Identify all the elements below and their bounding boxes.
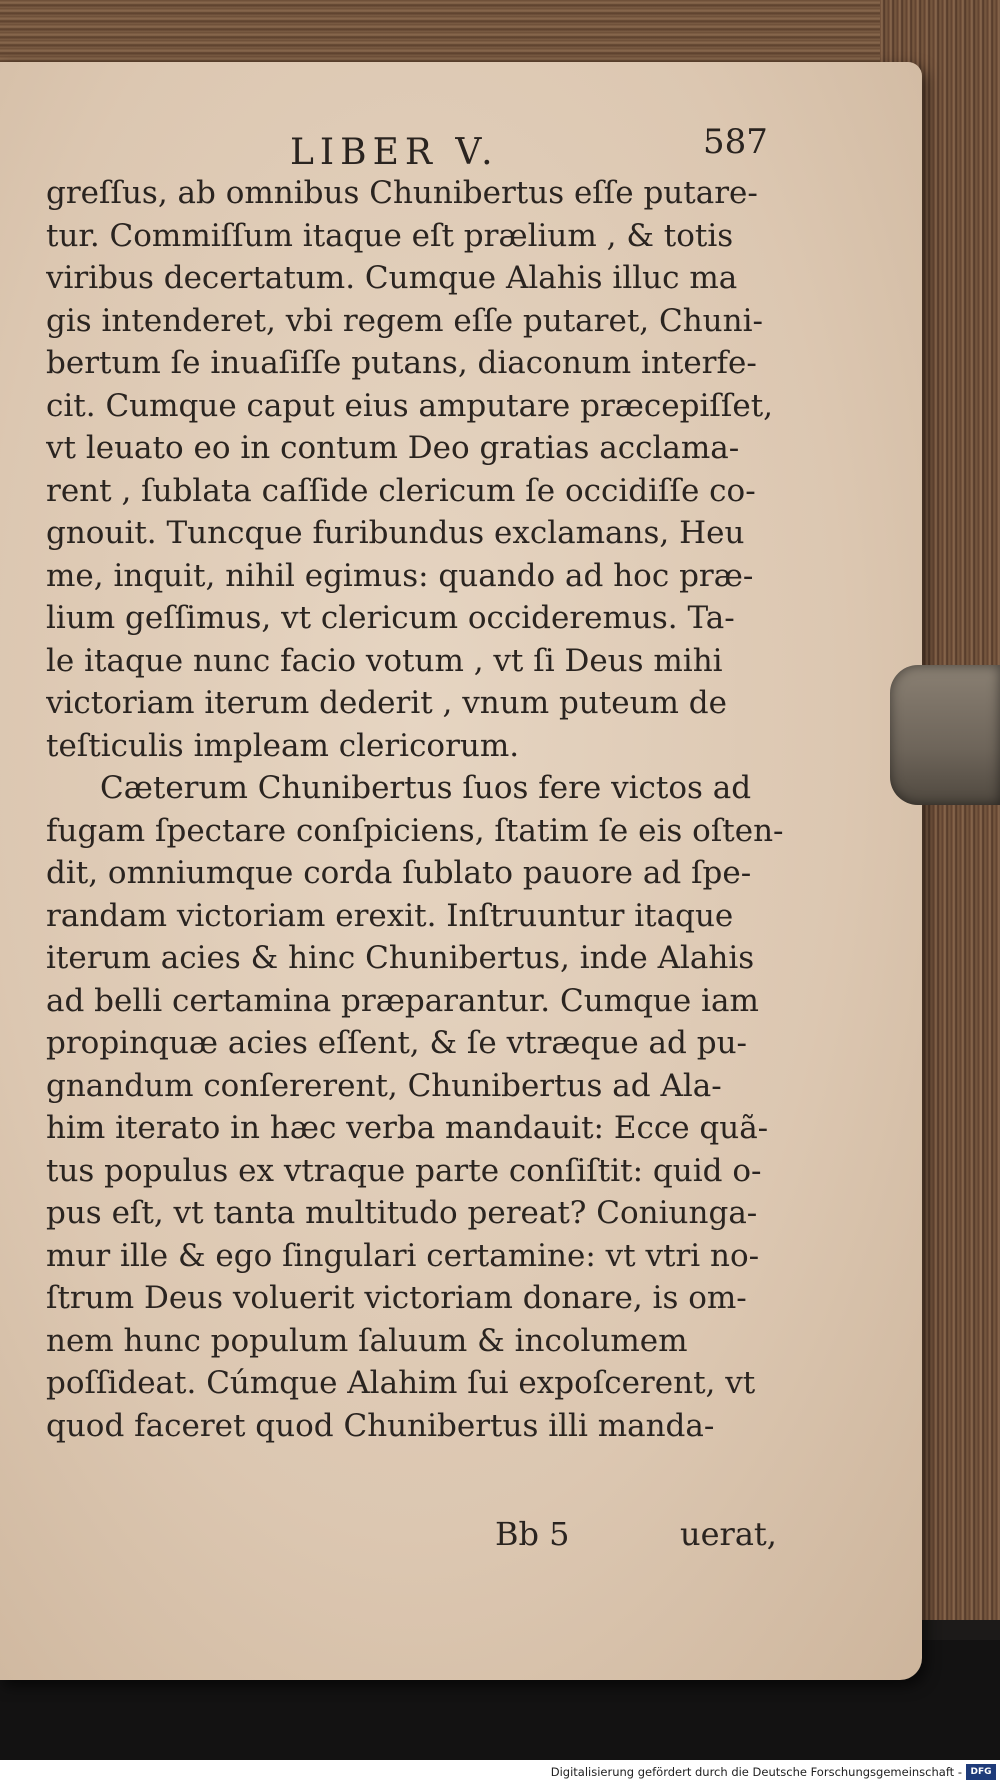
text-line: vt leuato eo in contum Deo gratias acclama- (46, 430, 740, 466)
text-line: victoriam iterum dederit , vnum puteum de (46, 685, 727, 721)
text-line: gnandum conſererent, Chunibertus ad Ala- (46, 1067, 722, 1104)
text-line: ad belli certamina præparantur. Cumque iam (46, 982, 759, 1019)
text-line: poſſideat. Cúmque Alahim ſui expoſcerent, vt (46, 1365, 756, 1401)
text-line: dit, omniumque corda ſublato pauore ad ſpe- (46, 855, 752, 891)
text-line: greſſus, ab omnibus Chunibertus eſſe putare- (46, 175, 758, 211)
text-line: le itaque nunc facio votum , vt ſi Deus mihi (46, 642, 723, 679)
text-line: rent , ſublata caſſide clericum ſe occidiſſe co- (46, 472, 756, 509)
text-line: bertum ſe inuaſiſſe putans, diaconum interfe- (46, 345, 757, 381)
text-line: tus populus ex vtraque parte conſiſtit: quid o- (46, 1152, 762, 1189)
text-line: randam victoriam erexit. Inſtruuntur itaque (46, 897, 734, 934)
catchword: uerat, (680, 1515, 777, 1553)
text-line: tur. Commiſſum itaque eſt prælium , & totis (46, 217, 734, 254)
text-line: fugam ſpectare conſpiciens, ſtatim ſe eis oſten- (46, 812, 784, 849)
text-line: him iterato in hæc verba mandauit: Ecce quã- (46, 1110, 769, 1146)
text-line: gis intenderet, vbi regem eſſe putaret, Chuni- (46, 302, 763, 339)
page-number: 587 (703, 122, 768, 162)
text-block (46, 172, 786, 1447)
text-line: gnouit. Tuncque furibundus exclamans, Heu (46, 515, 745, 551)
book-page (0, 62, 922, 1680)
digitization-footer (0, 1760, 1000, 1785)
text-line: cit. Cumque caput eius amputare præcepiſſet, (46, 387, 774, 424)
paragraph-start-line: Cæterum Chunibertus ſuos fere victos ad (100, 770, 752, 806)
text-line: nem hunc populum ſaluum & incolumem (46, 1322, 688, 1359)
text-line: lium geſſimus, vt clericum occideremus. Ta- (46, 600, 735, 636)
text-line: viribus decertatum. Cumque Alahis illuc ma (46, 260, 738, 296)
text-line: propinquæ acies eſſent, & ſe vtræque ad pu- (46, 1025, 748, 1061)
text-line: iterum acies & hinc Chunibertus, inde Alahis (46, 940, 755, 976)
text-line: me, inquit, nihil egimus: quando ad hoc præ- (46, 557, 754, 594)
text-line: pus eſt, vt tanta multitudo pereat? Coniunga- (46, 1195, 758, 1231)
text-line: mur ille & ego ſingulari certamine: vt vtri no- (46, 1237, 760, 1274)
signature-mark: Bb 5 (495, 1515, 570, 1553)
text-line: ſtrum Deus voluerit victoriam donare, is om- (46, 1280, 747, 1316)
book-clasp (890, 665, 1000, 805)
dfg-logo-icon: DFG (966, 1764, 996, 1780)
footer-credit: Digitalisierung gefördert durch die Deutsche Forschungsgemeinschaft - (550, 1765, 962, 1779)
text-line: quod faceret quod Chunibertus illi manda- (46, 1407, 715, 1444)
text-line: teſticulis impleam clericorum. (46, 727, 520, 764)
running-head: LIBER V. (290, 132, 499, 173)
